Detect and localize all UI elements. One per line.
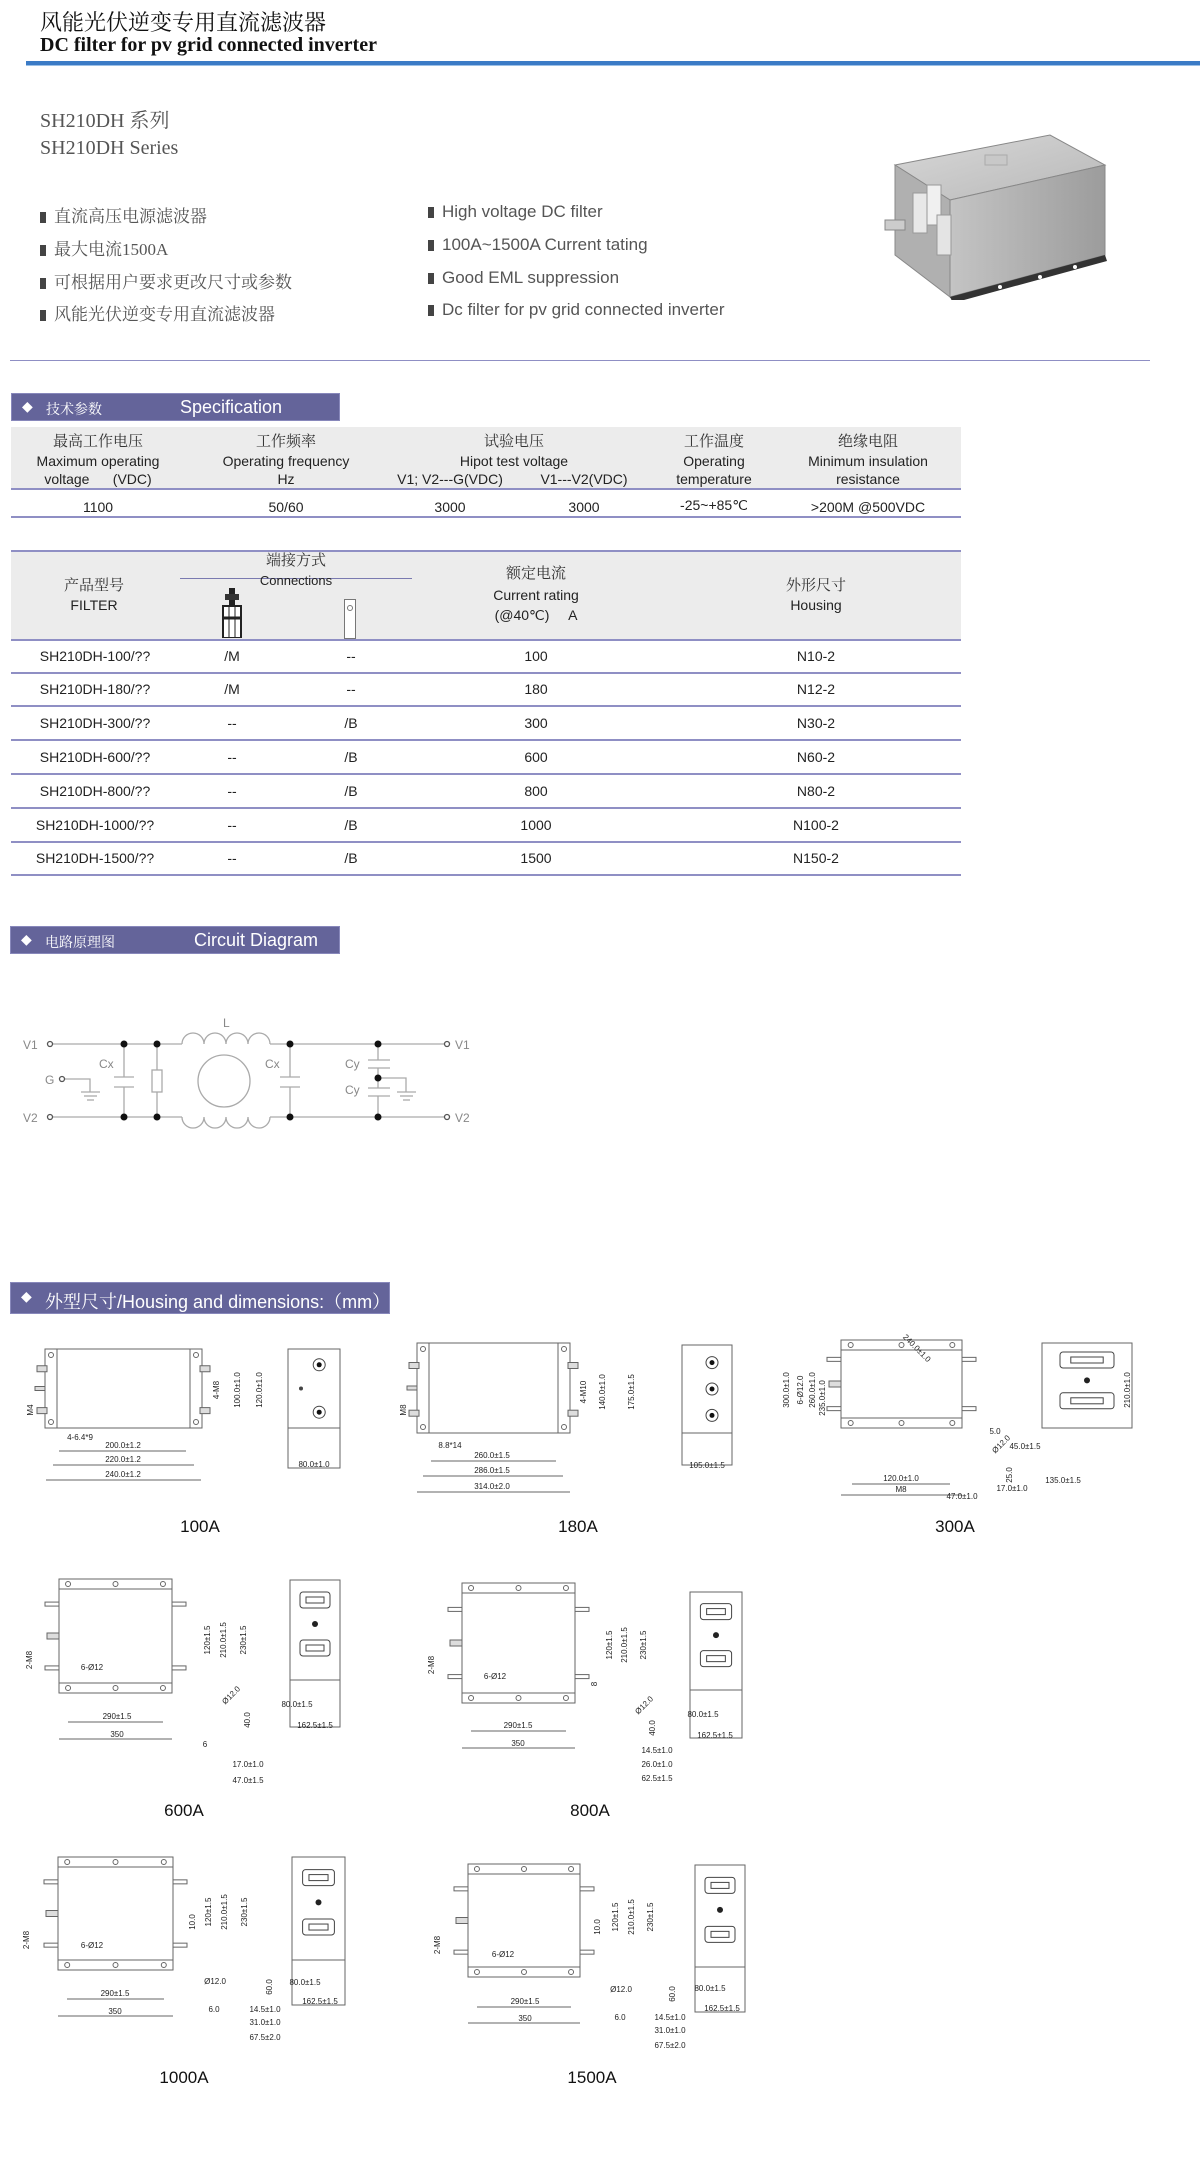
dimension-label: 67.5±2.0	[249, 2033, 281, 2042]
dimension-label: 240.0±1.2	[105, 1470, 141, 1479]
dimension-label: 8.8*14	[438, 1441, 462, 1450]
spec-value-hipot-v1v2: 3000	[568, 499, 600, 515]
drawing-caption: 1000A	[159, 2068, 209, 2087]
dimension-label: 10.0	[188, 1914, 197, 1930]
dimension-label: 290±1.5	[503, 1721, 533, 1730]
dimension-label: M8	[895, 1485, 907, 1494]
spec-col-hipot-cn: 试验电压	[483, 434, 545, 450]
terminal-stud-icon	[317, 1362, 322, 1367]
label-cx-2: Cx	[265, 1057, 280, 1071]
model-cell: SH210DH-180/??	[39, 681, 151, 697]
dimension-label: 6.0	[614, 2013, 626, 2022]
dimension-label: 120±1.5	[203, 1625, 212, 1655]
feature-cn-2	[40, 235, 168, 260]
section-label-cn: 电路原理图	[45, 936, 115, 951]
label-v2-in: V2	[23, 1111, 38, 1125]
spec-col-temp-en: Operating	[683, 453, 745, 469]
bullet-icon	[428, 273, 434, 284]
busbar-terminal	[173, 1880, 187, 1884]
dimension-label: 350	[110, 1730, 124, 1739]
busbar-slot	[309, 1924, 328, 1930]
stud-terminal	[200, 1408, 210, 1414]
dimension-label: 2-M8	[427, 1655, 436, 1675]
header-housing-cn: 外形尺寸	[785, 578, 847, 594]
dimension-label: 40.0	[648, 1720, 657, 1736]
dimension-label: 210.0±1.5	[627, 1899, 636, 1935]
dimension-label: 14.5±1.0	[641, 1746, 673, 1755]
current-cell: 1500	[520, 850, 552, 866]
connection-m-cell: --	[227, 715, 237, 731]
housing-cell: N150-2	[793, 850, 839, 866]
housing-cell: N10-2	[796, 648, 836, 664]
bullet-icon	[40, 278, 46, 289]
spec-col-voltage-cn: 最高工作电压	[52, 434, 144, 450]
dimension-label: 31.0±1.0	[249, 2018, 281, 2027]
feature-text: 直流高压电源滤波器	[54, 207, 207, 226]
feature-en-2	[428, 235, 648, 255]
dimension-label: 175.0±1.5	[627, 1374, 636, 1410]
dimension-label: 6	[202, 1740, 208, 1749]
dimension-label: 200.0±1.2	[105, 1441, 141, 1450]
dimension-label: 120±1.5	[611, 1902, 620, 1932]
ground-stud	[829, 1381, 841, 1387]
dimension-label: 210.0±1.5	[219, 1622, 228, 1658]
spec-col-frequency-unit: Hz	[277, 471, 295, 487]
ground-stud	[47, 1633, 59, 1639]
dimension-label: 6.0	[208, 2005, 220, 2014]
busbar-terminal	[454, 1950, 468, 1954]
spec-col-hipot-en: Hipot test voltage	[459, 453, 569, 469]
spec-value-insulation: >200M @500VDC	[810, 499, 926, 515]
section-divider	[10, 360, 1150, 361]
row-divider	[11, 874, 961, 876]
dimension-label: Ø12.0	[990, 1433, 1013, 1456]
ground-stud	[407, 1386, 417, 1390]
dimension-label: 80.0±1.5	[694, 1984, 726, 1993]
housing-front-view	[58, 1857, 173, 1970]
product-image	[875, 125, 1110, 300]
dimension-label: 120±1.5	[204, 1897, 213, 1927]
feature-text: 最大电流1500A	[54, 240, 169, 259]
dimension-label: 162.5±1.5	[297, 1721, 333, 1730]
ground-stud-icon	[312, 1621, 318, 1627]
connection-b-cell: /B	[344, 715, 358, 731]
busbar-terminal	[44, 1943, 58, 1947]
housing-front-view	[462, 1583, 575, 1703]
dimension-label: 45.0±1.5	[1009, 1442, 1041, 1451]
page-title-en: DC filter for pv grid connected inverter	[40, 34, 377, 56]
housing-cell: N30-2	[796, 715, 836, 731]
dimension-label: 230±1.5	[240, 1897, 249, 1927]
feature-text: Dc filter for pv grid connected inverter	[442, 300, 725, 319]
dimension-label: Ø12.0	[204, 1977, 226, 1986]
drawing-caption: 800A	[570, 1801, 610, 1820]
models-table-header	[11, 552, 961, 639]
terminal-stud-icon	[710, 1360, 715, 1365]
bullet-icon	[428, 240, 434, 251]
drawing-caption: 1500A	[567, 2068, 617, 2087]
connection-b-cell: /B	[344, 749, 358, 765]
current-cell: 300	[524, 715, 548, 731]
busbar-terminal	[45, 1602, 59, 1606]
ground-stud-icon	[316, 1899, 322, 1905]
diamond-icon: ◆	[22, 400, 33, 415]
label-v1-out: V1	[455, 1038, 470, 1052]
dimension-label: 350	[518, 2014, 532, 2023]
ground-stud-icon	[717, 1907, 723, 1913]
busbar-slot	[306, 1645, 324, 1651]
dimension-label: 6-Ø12	[80, 1941, 104, 1950]
series-name-cn: SH210DH 系列	[40, 110, 170, 132]
dimension-label: 210.0±1.5	[220, 1894, 229, 1930]
dimension-label: 47.0±1.5	[232, 1776, 264, 1785]
dimension-label: 260.0±1.0	[808, 1372, 817, 1408]
header-connections-en: Connections	[259, 573, 333, 588]
dimension-label: 235.0±1.0	[818, 1380, 827, 1416]
dimension-label: 230±1.5	[646, 1902, 655, 1932]
stud-terminal-icon	[222, 588, 242, 638]
dimension-label: 210.0±1.0	[1123, 1372, 1132, 1408]
dimension-label: 47.0±1.0	[946, 1492, 978, 1501]
connection-m-cell: --	[227, 783, 237, 799]
feature-en-3	[428, 268, 619, 288]
dimension-label: 290±1.5	[102, 1712, 132, 1721]
busbar-terminal-icon	[344, 599, 356, 639]
busbar-terminal	[172, 1602, 186, 1606]
feature-en-4	[428, 300, 725, 320]
dimension-label: 6-Ø12	[491, 1950, 515, 1959]
feature-text: 可根据用户要求更改尺寸或参数	[54, 273, 292, 292]
housing-side-view	[682, 1345, 732, 1465]
dimension-label: Ø12.0	[610, 1985, 632, 1994]
section-label-en: Circuit Diagram	[194, 930, 319, 950]
bullet-icon	[428, 207, 434, 218]
busbar-terminal	[962, 1357, 976, 1361]
models-header-rule	[11, 639, 961, 641]
current-cell: 800	[524, 783, 548, 799]
dimension-label: 80.0±1.0	[298, 1460, 330, 1469]
label-v2-out: V2	[455, 1111, 470, 1125]
feature-cn-1	[40, 202, 207, 227]
model-cell: SH210DH-1500/??	[35, 850, 155, 866]
busbar-terminal	[827, 1407, 841, 1411]
dimension-label: 230±1.5	[639, 1630, 648, 1660]
dimension-label: 120.0±1.0	[255, 1372, 264, 1408]
label-inductor: L	[223, 1016, 230, 1030]
label-v1-in: V1	[23, 1038, 38, 1052]
dimension-label: 135.0±1.5	[1045, 1476, 1081, 1485]
spec-col-insulation-cn: 绝缘电阻	[837, 434, 899, 450]
model-cell: SH210DH-100/??	[39, 648, 151, 664]
housing-front-view	[59, 1579, 172, 1693]
dimension-label: 290±1.5	[510, 1997, 540, 2006]
drawing-caption: 300A	[935, 1517, 975, 1536]
feature-en-1	[428, 202, 603, 222]
busbar-terminal	[44, 1880, 58, 1884]
busbar-slot	[707, 1609, 726, 1615]
dimension-label: 14.5±1.0	[654, 2013, 686, 2022]
terminal-stud-icon	[317, 1410, 322, 1415]
dimension-label: 105.0±1.5	[689, 1461, 725, 1470]
feature-text: High voltage DC filter	[442, 202, 603, 221]
spec-col-insulation-en2: resistance	[836, 471, 900, 487]
dimension-label: 80.0±1.5	[687, 1710, 719, 1719]
dimension-label: 40.0	[243, 1712, 252, 1728]
connection-m-cell: /M	[224, 648, 240, 664]
dimension-label: M8	[399, 1404, 408, 1416]
dimension-label: 25.0	[1005, 1467, 1014, 1483]
connection-b-cell: /B	[344, 850, 358, 866]
dimension-label: 162.5±1.5	[704, 2004, 740, 2013]
busbar-slot	[306, 1597, 324, 1603]
feature-text: 100A~1500A Current tating	[442, 235, 648, 254]
row-divider	[11, 705, 961, 707]
dimension-label: 290±1.5	[100, 1989, 130, 1998]
housing-cell: N80-2	[796, 783, 836, 799]
section-label: 外型尺寸/Housing and dimensions:（mm）	[45, 1292, 391, 1312]
spec-bottom-rule	[11, 516, 961, 518]
busbar-terminal	[454, 1887, 468, 1891]
connection-b-cell: /B	[344, 817, 358, 833]
spec-col-frequency-cn: 工作频率	[255, 434, 317, 450]
dimension-label: 2-M8	[433, 1935, 442, 1955]
spec-col-frequency-en: Operating frequency	[222, 453, 350, 469]
feature-text: 风能光伏逆变专用直流滤波器	[54, 305, 275, 324]
specification-section-header	[11, 393, 340, 421]
label-cy-1: Cy	[345, 1057, 360, 1071]
diamond-icon: ◆	[21, 933, 32, 948]
header-filter-cn: 产品型号	[63, 578, 125, 594]
spec-value-temp: -25~+85℃	[680, 497, 748, 513]
busbar-slot	[711, 1931, 729, 1937]
ground-stud-icon	[299, 1387, 303, 1391]
spec-header-rule	[11, 488, 961, 490]
dimension-label: 286.0±1.5	[474, 1466, 510, 1475]
busbar-slot	[309, 1875, 328, 1881]
busbar-slot	[711, 1882, 729, 1888]
series-name-en: SH210DH Series	[40, 137, 179, 159]
header-current-cn: 额定电流	[505, 566, 567, 582]
housing-front-view	[417, 1343, 570, 1433]
connection-b-cell: /B	[344, 783, 358, 799]
header-filter-en: FILTER	[70, 597, 118, 613]
busbar-terminal	[448, 1675, 462, 1679]
dimension-label: 80.0±1.5	[281, 1700, 313, 1709]
dimension-label: 230±1.5	[239, 1625, 248, 1655]
ground-stud	[35, 1387, 45, 1391]
dimension-label: 350	[511, 1739, 525, 1748]
busbar-terminal	[827, 1357, 841, 1361]
dimension-label: 350	[108, 2007, 122, 2016]
current-cell: 600	[524, 749, 548, 765]
terminal-stud-icon	[710, 1387, 715, 1392]
row-divider	[11, 739, 961, 741]
section-label-cn: 技术参数	[46, 403, 102, 418]
dimension-label: 8	[590, 1681, 599, 1687]
dimension-label: 260.0±1.5	[474, 1451, 510, 1460]
housing-front-view	[45, 1349, 202, 1428]
connection-b-cell: --	[346, 648, 356, 664]
dimension-label: 2-M8	[22, 1930, 31, 1950]
current-cell: 100	[524, 648, 548, 664]
dimension-label: 62.5±1.5	[641, 1774, 673, 1783]
dimension-label: 4-6.4*9	[67, 1433, 93, 1442]
header-divider	[26, 61, 1200, 66]
dimension-label: 17.0±1.0	[996, 1484, 1028, 1493]
housing-cell: N12-2	[796, 681, 836, 697]
stud-terminal	[409, 1410, 419, 1416]
dimension-label: 67.5±2.0	[654, 2041, 686, 2050]
header-connections-cn: 端接方式	[265, 553, 327, 569]
dimension-label: 60.0	[668, 1986, 677, 2002]
busbar-terminal	[448, 1607, 462, 1611]
ground-stud-icon	[1084, 1377, 1090, 1383]
header-housing-en: Housing	[790, 597, 842, 613]
label-cy-2: Cy	[345, 1083, 360, 1097]
label-g: G	[45, 1073, 55, 1087]
spec-value-frequency: 50/60	[268, 499, 304, 515]
ground-stud-icon	[713, 1632, 719, 1638]
connection-b-cell: --	[346, 681, 356, 697]
housing-cell: N60-2	[796, 749, 836, 765]
bullet-icon	[40, 212, 46, 223]
busbar-terminal	[580, 1950, 594, 1954]
dimension-label: 10.0	[593, 1919, 602, 1935]
terminal-stud-icon	[710, 1413, 715, 1418]
drawing-caption: 600A	[164, 1801, 204, 1820]
busbar-slot	[1071, 1357, 1103, 1363]
dimension-label: 300.0±1.0	[782, 1372, 791, 1408]
spec-col-hipot-sub-a: V1; V2---G(VDC)	[397, 471, 503, 487]
stud-terminal	[568, 1410, 578, 1416]
housing-section-header	[10, 1282, 390, 1314]
dimension-label: 6-Ø12	[483, 1672, 507, 1681]
spec-col-insulation-en: Minimum insulation	[808, 453, 928, 469]
bullet-icon	[40, 310, 46, 321]
dimension-label: 4-M8	[212, 1380, 221, 1400]
busbar-slot	[1071, 1398, 1103, 1404]
busbar-terminal	[580, 1887, 594, 1891]
spec-value-voltage: 1100	[82, 499, 114, 515]
diamond-icon: ◆	[21, 1290, 32, 1305]
dimension-label: M4	[26, 1404, 35, 1416]
ground-stud	[456, 1918, 468, 1924]
dimension-label: 162.5±1.5	[302, 1997, 338, 2006]
stud-terminal	[568, 1363, 578, 1369]
dimension-label: 60.0	[265, 1979, 274, 1995]
dimension-label: 6-Ø12.0	[796, 1375, 805, 1405]
busbar-terminal	[575, 1675, 589, 1679]
header-current-en: Current rating	[493, 587, 579, 603]
dimension-label: 4-M10	[579, 1380, 588, 1404]
drawing-caption: 180A	[558, 1517, 598, 1536]
bullet-icon	[40, 245, 46, 256]
current-cell: 1000	[520, 817, 552, 833]
feature-cn-3	[40, 268, 292, 293]
feature-cn-4	[40, 300, 275, 325]
dimension-label: 80.0±1.5	[289, 1978, 321, 1987]
feature-text: Good EML suppression	[442, 268, 620, 287]
dimension-label: Ø12.0	[633, 1694, 656, 1717]
model-cell: SH210DH-800/??	[39, 783, 151, 799]
dimension-label: 26.0±1.0	[641, 1760, 673, 1769]
dimension-label: 5.0	[989, 1427, 1001, 1436]
dimension-label: 14.5±1.0	[249, 2005, 281, 2014]
housing-cell: N100-2	[793, 817, 839, 833]
dimension-drawings	[0, 1320, 1200, 2120]
model-cell: SH210DH-600/??	[39, 749, 151, 765]
dimension-label: Ø12.0	[220, 1684, 243, 1707]
busbar-terminal	[575, 1607, 589, 1611]
header-current-unit: (@40℃) A	[494, 607, 578, 623]
row-divider	[11, 773, 961, 775]
spec-col-voltage-en: Maximum operating	[36, 453, 160, 469]
dimension-label: 120±1.5	[605, 1630, 614, 1660]
stud-terminal	[37, 1408, 47, 1414]
busbar-slot	[707, 1656, 726, 1662]
dimension-label: 240.0±1.0	[901, 1332, 933, 1364]
housing-front-view	[841, 1340, 962, 1428]
spec-col-temp-en2: temperature	[676, 471, 752, 487]
dimension-label: 314.0±2.0	[474, 1482, 510, 1491]
section-label-en: Specification	[180, 397, 283, 417]
ground-stud	[46, 1911, 58, 1917]
dimension-label: 140.0±1.0	[598, 1374, 607, 1410]
dimension-label: 17.0±1.0	[232, 1760, 264, 1769]
dimension-label: 2-M8	[25, 1650, 34, 1670]
row-divider	[11, 841, 961, 843]
spec-col-hipot-sub-b: V1---V2(VDC)	[540, 471, 628, 487]
dimension-label: 220.0±1.2	[105, 1455, 141, 1464]
model-cell: SH210DH-1000/??	[35, 817, 155, 833]
connection-m-cell: /M	[224, 681, 240, 697]
spec-value-hipot-g: 3000	[434, 499, 466, 515]
stud-terminal	[37, 1366, 47, 1372]
model-cell: SH210DH-300/??	[39, 715, 151, 731]
drawing-caption: 100A	[180, 1517, 220, 1536]
dimension-label: 31.0±1.0	[654, 2026, 686, 2035]
stud-terminal	[409, 1363, 419, 1369]
circuit-section-header	[10, 926, 340, 954]
dimension-label: 120.0±1.0	[883, 1474, 919, 1483]
dimension-label: 210.0±1.5	[620, 1627, 629, 1663]
spec-col-temp-cn: 工作温度	[683, 434, 745, 450]
stud-terminal	[200, 1366, 210, 1372]
connection-m-cell: --	[227, 749, 237, 765]
busbar-terminal	[962, 1407, 976, 1411]
dimension-label: 100.0±1.0	[233, 1372, 242, 1408]
bullet-icon	[428, 305, 434, 316]
busbar-terminal	[173, 1943, 187, 1947]
current-cell: 180	[524, 681, 548, 697]
busbar-terminal	[172, 1666, 186, 1670]
busbar-terminal	[45, 1666, 59, 1670]
label-cx-1: Cx	[99, 1057, 114, 1071]
dimension-label: 6-Ø12	[80, 1663, 104, 1672]
page-title-cn: 风能光伏逆变专用直流滤波器	[40, 10, 327, 35]
spec-col-voltage-unit: voltage (VDC)	[44, 471, 152, 487]
housing-front-view	[468, 1864, 580, 1977]
row-divider	[11, 807, 961, 809]
dimension-label: 162.5±1.5	[697, 1731, 733, 1740]
ground-stud	[450, 1640, 462, 1646]
circuit-diagram	[0, 990, 500, 1140]
connection-m-cell: --	[227, 817, 237, 833]
connection-m-cell: --	[227, 850, 237, 866]
row-divider	[11, 672, 961, 674]
